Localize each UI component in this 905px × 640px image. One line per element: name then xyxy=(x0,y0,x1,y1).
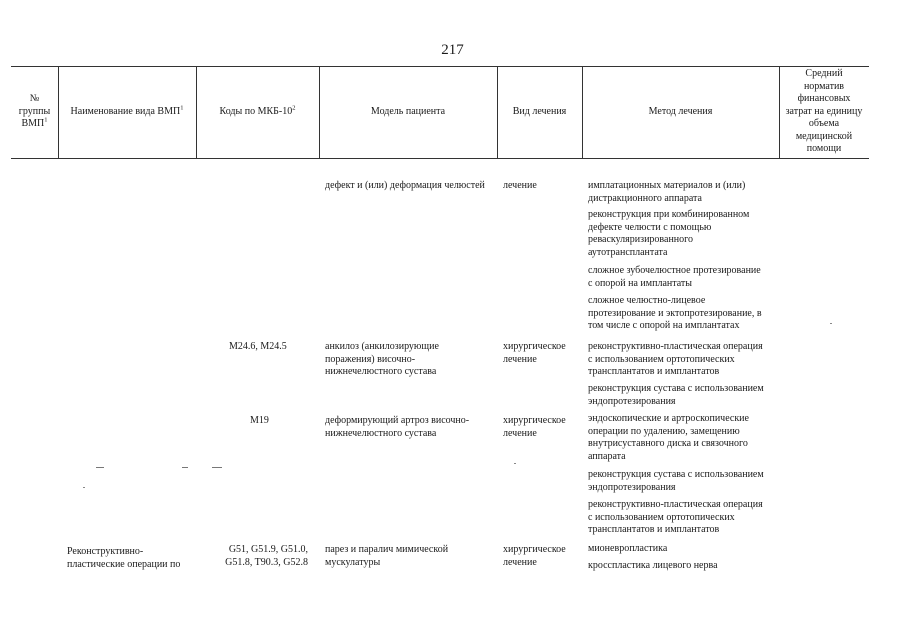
row-method xyxy=(588,209,749,259)
text-line: эндоскопические и артроскопические xyxy=(588,413,749,424)
row-method xyxy=(588,543,667,556)
scan-artifact xyxy=(83,487,85,488)
text-line: анкилоз (анкилозирующие xyxy=(325,341,439,352)
text-line: том числе с опорой на имплантатах xyxy=(588,320,740,331)
row-patient-model xyxy=(325,341,439,379)
text-line: внутрисуставного диска и связочного xyxy=(588,438,748,449)
text-line: трансплантатов и имплантатов xyxy=(588,366,720,377)
header-group-number-line: группы xyxy=(18,105,51,117)
text-line: реконструктивно-пластическая операция xyxy=(588,341,763,352)
text-line: G51, G51.9, G51.0, xyxy=(228,544,308,555)
text-line: хирургическое xyxy=(503,544,566,555)
scan-artifact xyxy=(182,467,188,468)
text-line: сложное челюстно-лицевое xyxy=(588,295,706,306)
text-line: реконструкция сустава с использованием xyxy=(588,469,764,480)
scan-artifact xyxy=(212,467,222,468)
text-line: трансплантатов и имплантатов xyxy=(588,524,720,535)
scan-artifact xyxy=(830,323,832,324)
text-line: имплатационных материалов и (или) xyxy=(588,180,746,191)
header-group-number-line: ВМП xyxy=(21,118,45,130)
text-line: с использованием ортотопических xyxy=(588,353,735,365)
text-line: реконструктивно-пластическая операция xyxy=(588,499,763,510)
row-vmp-name xyxy=(67,546,180,571)
text-line: реконструкция при комбинированном xyxy=(588,209,750,220)
text-line: реконструкция сустава с использованием xyxy=(588,383,764,394)
row-patient-model xyxy=(325,415,469,440)
text-line: нижнечелюстного сустава xyxy=(325,427,437,439)
row-icd-codes xyxy=(229,341,287,354)
header-cost-norm-line: Средний xyxy=(805,68,843,80)
text-line: операции по удалению, замещению xyxy=(588,425,740,437)
text-line: кросспластика лицевого нерва xyxy=(588,560,718,571)
footnote-mark: 1 xyxy=(180,104,184,112)
row-method xyxy=(588,180,745,205)
text-line: дефект и (или) деформация челюстей xyxy=(325,180,485,191)
text-line: лечение xyxy=(503,180,537,191)
header-treatment-type: Вид лечения xyxy=(512,105,567,117)
header-patient-model: Модель пациента xyxy=(370,105,446,117)
row-icd-codes xyxy=(196,544,308,569)
text-line: M24.6, M24.5 xyxy=(229,341,287,352)
header-cost-norm-line: помощи xyxy=(806,143,842,155)
text-line: аутотрансплантата xyxy=(588,246,668,258)
row-treatment-type xyxy=(503,544,566,569)
header-icd-codes-text: Коды по МКБ-10 xyxy=(219,105,293,117)
row-icd-codes xyxy=(250,415,269,428)
text-line: парез и паралич мимической xyxy=(325,544,449,555)
row-treatment-type xyxy=(503,341,566,366)
row-method xyxy=(588,341,763,379)
header-treatment-method: Метод лечения xyxy=(648,105,713,117)
text-line: аппарата xyxy=(588,450,626,462)
row-method xyxy=(588,383,764,408)
text-line: мионевропластика xyxy=(588,543,668,554)
text-line: мускулатуры xyxy=(325,556,381,568)
header-group-number-line: № xyxy=(29,93,40,105)
header-cost-norm-line: медицинской xyxy=(795,130,853,142)
text-line: реваскуляризированного xyxy=(588,234,694,245)
text-line: нижнечелюстного сустава xyxy=(325,366,437,377)
row-method xyxy=(588,469,764,494)
text-line: лечение xyxy=(503,353,537,365)
row-method xyxy=(588,499,763,537)
text-line: лечение xyxy=(503,556,537,568)
row-patient-model xyxy=(325,180,485,193)
footnote-mark: 2 xyxy=(292,104,296,112)
text-line: сложное зубочелюстное протезирование xyxy=(588,265,761,276)
text-line: с использованием ортотопических xyxy=(588,511,735,523)
text-line: Реконструктивно- xyxy=(67,546,144,557)
header-icd-codes xyxy=(196,66,319,158)
scan-artifact xyxy=(96,467,104,468)
header-vmp-name xyxy=(58,66,196,158)
text-line: пластические операции по xyxy=(67,558,181,570)
text-line: лечение xyxy=(503,427,537,439)
row-treatment-type xyxy=(503,180,537,193)
text-line: эндопротезирования xyxy=(588,395,676,407)
text-line: хирургическое xyxy=(503,341,566,352)
footnote-mark: 1 xyxy=(44,116,48,124)
text-line: M19 xyxy=(250,415,269,426)
text-line: эндопротезирования xyxy=(588,481,676,493)
row-method xyxy=(588,295,762,333)
row-method xyxy=(588,560,718,573)
text-line: G51.8, T90.3, G52.8 xyxy=(225,556,308,568)
page-number: 217 xyxy=(441,42,464,58)
header-bottom-rule xyxy=(11,158,869,159)
header-cost-norm-line: норматив xyxy=(803,80,845,92)
header-cost-norm-line: объема xyxy=(808,118,840,130)
header-cost-norm-line: затрат на единицу xyxy=(785,105,863,117)
row-method xyxy=(588,413,749,463)
text-line: поражения) височно- xyxy=(325,353,416,365)
row-treatment-type xyxy=(503,415,566,440)
text-line: деформирующий артроз височно- xyxy=(325,415,470,426)
text-line: дистракционного аппарата xyxy=(588,192,702,204)
header-group-number xyxy=(11,66,58,158)
text-line: протезирование и эктопротезирование, в xyxy=(588,307,762,319)
text-line: хирургическое xyxy=(503,415,566,426)
header-cost-norm-line: финансовых xyxy=(797,93,851,105)
scan-artifact xyxy=(514,463,516,464)
header-vmp-name-text: Наименование вида ВМП xyxy=(70,105,181,117)
header-cost-norm xyxy=(779,66,869,158)
row-patient-model xyxy=(325,544,448,569)
row-method xyxy=(588,265,761,290)
text-line: дефекте челюсти с помощью xyxy=(588,221,712,233)
text-line: с опорой на имплантаты xyxy=(588,277,693,289)
